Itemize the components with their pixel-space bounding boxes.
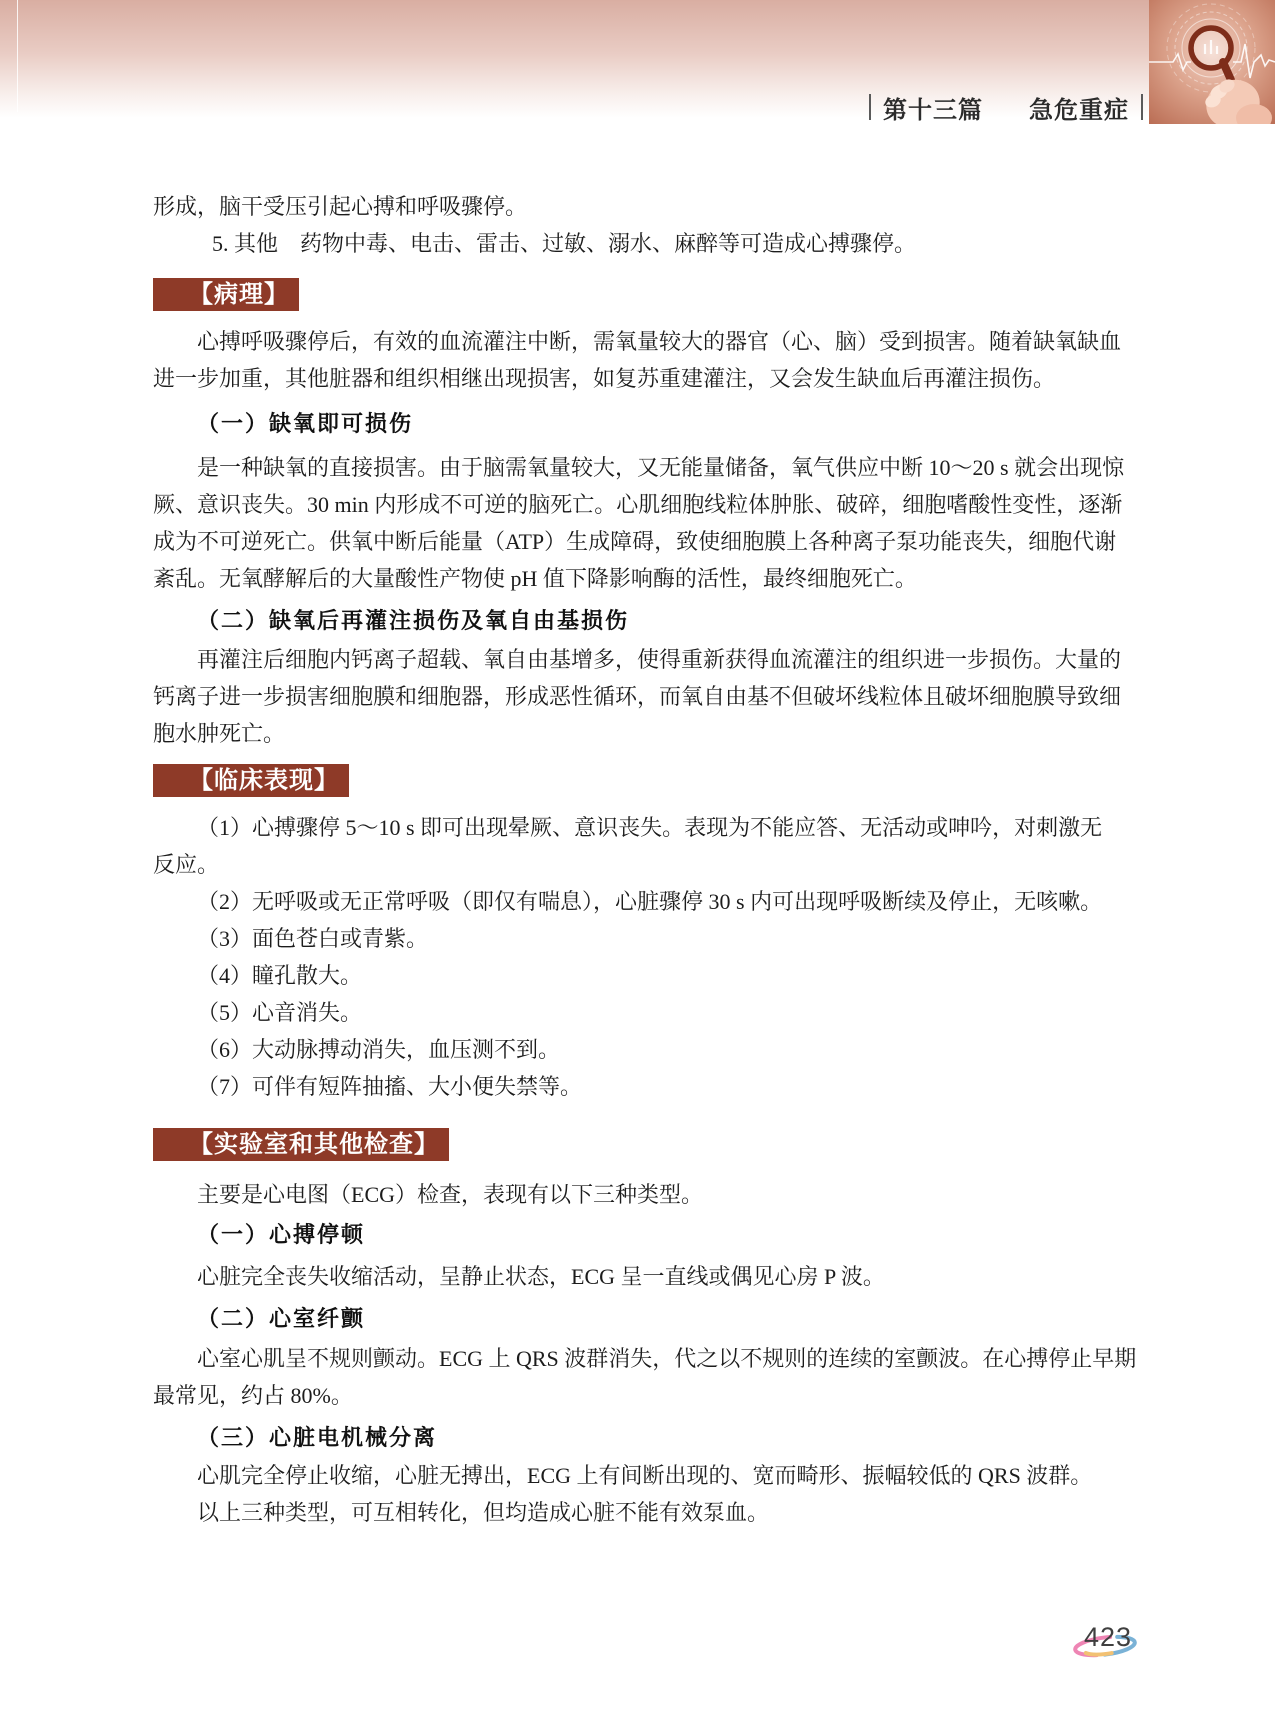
section-header-clinical: 【临床表现】 bbox=[153, 764, 349, 797]
chapter-label: 第十三篇 bbox=[883, 96, 983, 124]
subsection-heading: （三）心脏电机械分离 bbox=[197, 1425, 438, 1450]
list-item: （3）面色苍白或青紫。 bbox=[197, 926, 429, 951]
body-line: 形成，脑干受压引起心搏和呼吸骤停。 bbox=[153, 194, 528, 219]
body-line: 成为不可逆死亡。供氧中断后能量（ATP）生成障碍，致使细胞膜上各种离子泵功能丧失，细胞代谢 bbox=[153, 529, 1117, 554]
body-line: 心搏呼吸骤停后，有效的血流灌注中断，需氧量较大的器官（心、脑）受到损害。随着缺氧缺血 bbox=[197, 329, 1122, 354]
list-item: （4）瞳孔散大。 bbox=[197, 963, 363, 988]
subsection-heading: （一）心搏停顿 bbox=[197, 1222, 366, 1247]
page-number: 423 bbox=[1084, 1622, 1133, 1652]
title-divider-left bbox=[869, 94, 871, 120]
chapter-title: 急危重症 bbox=[1029, 96, 1129, 124]
header-photo bbox=[1149, 0, 1275, 124]
body-line: 最常见，约占 80%。 bbox=[153, 1383, 353, 1408]
list-item: （2）无呼吸或无正常呼吸（即仅有喘息），心脏骤停 30 s 内可出现呼吸断续及停止，无咳嗽。 bbox=[197, 889, 1103, 914]
page-number-block bbox=[1072, 1616, 1138, 1660]
list-item: （6）大动脉搏动消失，血压测不到。 bbox=[197, 1037, 561, 1062]
body-line: 再灌注后细胞内钙离子超载、氧自由基增多，使得重新获得血流灌注的组织进一步损伤。大量的 bbox=[197, 647, 1122, 672]
section-header-pathology: 【病理】 bbox=[153, 278, 299, 311]
list-item-continuation: 反应。 bbox=[153, 852, 220, 877]
body-line: 以上三种类型，可互相转化，但均造成心脏不能有效泵血。 bbox=[197, 1500, 770, 1525]
section-header-labs: 【实验室和其他检查】 bbox=[153, 1128, 449, 1161]
body-line: 钙离子进一步损害细胞膜和细胞器，形成恶性循环，而氧自由基不但破坏线粒体且破坏细胞膜导致细 bbox=[153, 684, 1122, 709]
body-line: 胞水肿死亡。 bbox=[153, 721, 286, 746]
subsection-heading: （一）缺氧即可损伤 bbox=[197, 411, 414, 436]
body-line: 主要是心电图（ECG）检查，表现有以下三种类型。 bbox=[197, 1182, 704, 1207]
body-line: 心脏完全丧失收缩活动，呈静止状态，ECG 呈一直线或偶见心房 P 波。 bbox=[197, 1264, 885, 1289]
body-line: 紊乱。无氧酵解后的大量酸性产物使 pH 值下降影响酶的活性，最终细胞死亡。 bbox=[153, 566, 917, 591]
list-item: （5）心音消失。 bbox=[197, 1000, 363, 1025]
body-line: 是一种缺氧的直接损害。由于脑需氧量较大，又无能量储备，氧气供应中断 10～20 s 就会出现惊 bbox=[197, 455, 1125, 480]
running-head bbox=[869, 92, 1143, 122]
body-line: 心室心肌呈不规则颤动。ECG 上 QRS 波群消失，代之以不规则的连续的室颤波。在心搏停止早期 bbox=[197, 1346, 1137, 1371]
stethoscope-ecg-illustration bbox=[1149, 0, 1275, 124]
list-item: （7）可伴有短阵抽搐、大小便失禁等。 bbox=[197, 1074, 583, 1099]
body-line: 厥、意识丧失。30 min 内形成不可逆的脑死亡。心肌细胞线粒体肿胀、破碎，细胞嗜酸性变性，逐渐 bbox=[153, 492, 1123, 517]
body-line: 进一步加重，其他脏器和组织相继出现损害，如复苏重建灌注，又会发生缺血后再灌注损伤。 bbox=[153, 366, 1056, 391]
numbered-cause-item: 5. 其他 药物中毒、电击、雷击、过敏、溺水、麻醉等可造成心搏骤停。 bbox=[212, 231, 917, 256]
left-margin-hairline bbox=[17, 0, 18, 112]
list-item: （1）心搏骤停 5～10 s 即可出现晕厥、意识丧失。表现为不能应答、无活动或呻吟，对刺激无 bbox=[197, 815, 1103, 840]
subsection-heading: （二）心室纤颤 bbox=[197, 1306, 366, 1331]
subsection-heading: （二）缺氧后再灌注损伤及氧自由基损伤 bbox=[197, 608, 630, 633]
body-line: 心肌完全停止收缩，心脏无搏出，ECG 上有间断出现的、宽而畸形、振幅较低的 QRS 波群。 bbox=[197, 1463, 1093, 1488]
title-divider-right bbox=[1141, 94, 1143, 120]
